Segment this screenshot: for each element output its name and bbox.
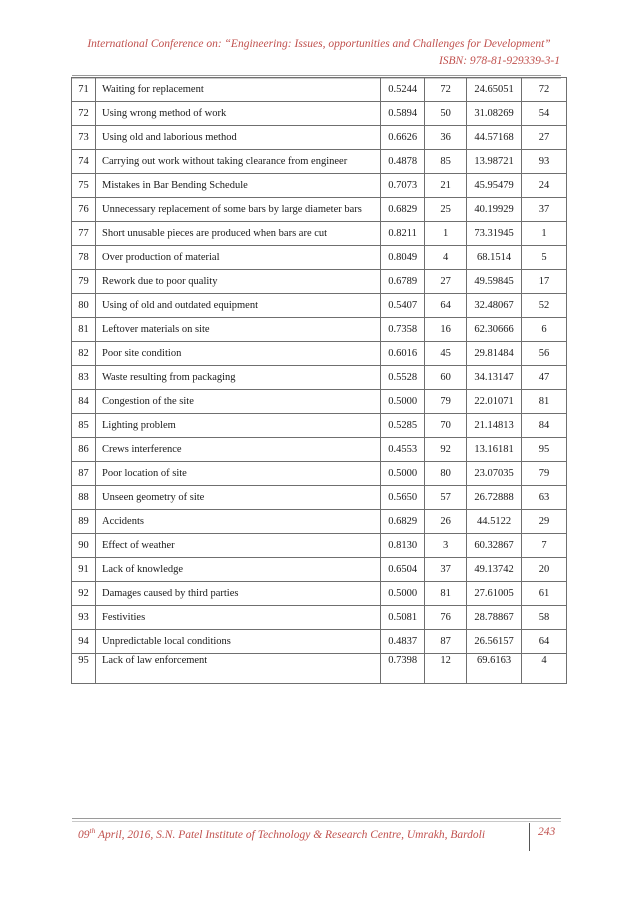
table-row <box>72 582 567 606</box>
rii-rank-cell: 85 <box>425 150 467 174</box>
percentage-cell: 69.6163 <box>467 654 522 684</box>
final-rank-cell: 79 <box>522 462 567 486</box>
serial-number-cell: 79 <box>72 270 96 294</box>
final-rank-cell: 6 <box>522 318 567 342</box>
conference-title: International Conference on: “Engineering: Issues, opportunities and Challenges for Development” <box>87 38 551 50</box>
table-row <box>72 294 567 318</box>
relative-importance-index-cell: 0.6829 <box>381 510 425 534</box>
percentage-cell: 73.31945 <box>467 222 522 246</box>
table-row <box>72 126 567 150</box>
rii-rank-cell: 27 <box>425 270 467 294</box>
percentage-cell: 49.13742 <box>467 558 522 582</box>
final-rank-cell: 63 <box>522 486 567 510</box>
relative-importance-index-cell: 0.7073 <box>381 174 425 198</box>
serial-number-cell: 77 <box>72 222 96 246</box>
serial-number-cell: 76 <box>72 198 96 222</box>
relative-importance-index-cell: 0.6829 <box>381 198 425 222</box>
final-rank-cell: 29 <box>522 510 567 534</box>
factor-description-cell: Over production of material <box>95 246 380 270</box>
table-row <box>72 438 567 462</box>
waste-factors-table <box>71 77 567 684</box>
table-row <box>72 534 567 558</box>
final-rank-cell: 72 <box>522 78 567 102</box>
rii-rank-cell: 3 <box>425 534 467 558</box>
relative-importance-index-cell: 0.8130 <box>381 534 425 558</box>
page-number: 243 <box>538 826 556 838</box>
factor-description-cell: Leftover materials on site <box>95 318 380 342</box>
serial-number-cell: 87 <box>72 462 96 486</box>
serial-number-cell: 88 <box>72 486 96 510</box>
final-rank-cell: 93 <box>522 150 567 174</box>
rii-rank-cell: 60 <box>425 366 467 390</box>
percentage-cell: 24.65051 <box>467 78 522 102</box>
table-row <box>72 366 567 390</box>
relative-importance-index-cell: 0.5528 <box>381 366 425 390</box>
footer-rule <box>72 818 561 819</box>
factor-description-cell: Crews interference <box>95 438 380 462</box>
percentage-cell: 34.13147 <box>467 366 522 390</box>
isbn: ISBN: 978-81-929339-3-1 <box>438 55 560 67</box>
percentage-cell: 27.61005 <box>467 582 522 606</box>
final-rank-cell: 17 <box>522 270 567 294</box>
footer-rule-thin <box>72 821 561 822</box>
table-row <box>72 222 567 246</box>
rii-rank-cell: 64 <box>425 294 467 318</box>
table-row <box>72 654 567 684</box>
table-row <box>72 318 567 342</box>
serial-number-cell: 89 <box>72 510 96 534</box>
serial-number-cell: 74 <box>72 150 96 174</box>
rii-rank-cell: 72 <box>425 78 467 102</box>
footer-venue: April, 2016, S.N. Patel Institute of Technology & Research Centre, Umrakh, Bardoli <box>95 828 486 841</box>
relative-importance-index-cell: 0.4553 <box>381 438 425 462</box>
rii-rank-cell: 1 <box>425 222 467 246</box>
percentage-cell: 13.98721 <box>467 150 522 174</box>
serial-number-cell: 86 <box>72 438 96 462</box>
percentage-cell: 29.81484 <box>467 342 522 366</box>
final-rank-cell: 56 <box>522 342 567 366</box>
rii-rank-cell: 81 <box>425 582 467 606</box>
factor-description-cell: Damages caused by third parties <box>95 582 380 606</box>
factor-description-cell: Effect of weather <box>95 534 380 558</box>
table-row <box>72 510 567 534</box>
factor-description-cell: Short unusable pieces are produced when bars are cut <box>95 222 380 246</box>
rii-rank-cell: 37 <box>425 558 467 582</box>
serial-number-cell: 82 <box>72 342 96 366</box>
serial-number-cell: 90 <box>72 534 96 558</box>
factor-description-cell: Using of old and outdated equipment <box>95 294 380 318</box>
final-rank-cell: 27 <box>522 126 567 150</box>
percentage-cell: 44.57168 <box>467 126 522 150</box>
factor-description-cell: Unnecessary replacement of some bars by large diameter bars <box>95 198 380 222</box>
factor-description-cell: Congestion of the site <box>95 390 380 414</box>
serial-number-cell: 93 <box>72 606 96 630</box>
rii-rank-cell: 87 <box>425 630 467 654</box>
final-rank-cell: 7 <box>522 534 567 558</box>
relative-importance-index-cell: 0.8049 <box>381 246 425 270</box>
table-row <box>72 630 567 654</box>
final-rank-cell: 20 <box>522 558 567 582</box>
relative-importance-index-cell: 0.4837 <box>381 630 425 654</box>
table-row <box>72 198 567 222</box>
serial-number-cell: 85 <box>72 414 96 438</box>
factor-description-cell: Mistakes in Bar Bending Schedule <box>95 174 380 198</box>
rii-rank-cell: 57 <box>425 486 467 510</box>
factor-description-cell: Using old and laborious method <box>95 126 380 150</box>
table-row <box>72 342 567 366</box>
rii-rank-cell: 80 <box>425 462 467 486</box>
table-row <box>72 558 567 582</box>
page-number-divider <box>529 823 530 851</box>
final-rank-cell: 5 <box>522 246 567 270</box>
table-row <box>72 414 567 438</box>
percentage-cell: 31.08269 <box>467 102 522 126</box>
percentage-cell: 28.78867 <box>467 606 522 630</box>
percentage-cell: 62.30666 <box>467 318 522 342</box>
final-rank-cell: 58 <box>522 606 567 630</box>
percentage-cell: 13.16181 <box>467 438 522 462</box>
serial-number-cell: 84 <box>72 390 96 414</box>
factor-description-cell: Waiting for replacement <box>95 78 380 102</box>
rii-rank-cell: 21 <box>425 174 467 198</box>
final-rank-cell: 61 <box>522 582 567 606</box>
final-rank-cell: 37 <box>522 198 567 222</box>
relative-importance-index-cell: 0.5894 <box>381 102 425 126</box>
relative-importance-index-cell: 0.5000 <box>381 390 425 414</box>
factor-description-cell: Rework due to poor quality <box>95 270 380 294</box>
final-rank-cell: 81 <box>522 390 567 414</box>
final-rank-cell: 4 <box>522 654 567 684</box>
percentage-cell: 21.14813 <box>467 414 522 438</box>
rii-rank-cell: 45 <box>425 342 467 366</box>
rii-rank-cell: 4 <box>425 246 467 270</box>
factor-description-cell: Poor location of site <box>95 462 380 486</box>
table-row <box>72 174 567 198</box>
serial-number-cell: 80 <box>72 294 96 318</box>
percentage-cell: 45.95479 <box>467 174 522 198</box>
serial-number-cell: 71 <box>72 78 96 102</box>
serial-number-cell: 83 <box>72 366 96 390</box>
factor-description-cell: Lighting problem <box>95 414 380 438</box>
rii-rank-cell: 16 <box>425 318 467 342</box>
final-rank-cell: 64 <box>522 630 567 654</box>
rii-rank-cell: 92 <box>425 438 467 462</box>
factor-description-cell: Using wrong method of work <box>95 102 380 126</box>
factor-description-cell: Poor site condition <box>95 342 380 366</box>
percentage-cell: 32.48067 <box>467 294 522 318</box>
rii-rank-cell: 12 <box>425 654 467 684</box>
rii-rank-cell: 76 <box>425 606 467 630</box>
relative-importance-index-cell: 0.5407 <box>381 294 425 318</box>
table-row <box>72 78 567 102</box>
factor-description-cell: Waste resulting from packaging <box>95 366 380 390</box>
table-row <box>72 150 567 174</box>
rii-rank-cell: 50 <box>425 102 467 126</box>
serial-number-cell: 95 <box>72 654 96 684</box>
serial-number-cell: 78 <box>72 246 96 270</box>
percentage-cell: 22.01071 <box>467 390 522 414</box>
factor-description-cell: Unpredictable local conditions <box>95 630 380 654</box>
factor-description-cell: Unseen geometry of site <box>95 486 380 510</box>
percentage-cell: 60.32867 <box>467 534 522 558</box>
relative-importance-index-cell: 0.6016 <box>381 342 425 366</box>
relative-importance-index-cell: 0.7398 <box>381 654 425 684</box>
serial-number-cell: 73 <box>72 126 96 150</box>
factor-description-cell: Festivities <box>95 606 380 630</box>
table-row <box>72 102 567 126</box>
table-row <box>72 390 567 414</box>
table-row <box>72 246 567 270</box>
serial-number-cell: 92 <box>72 582 96 606</box>
footer-day: 09 <box>78 828 90 841</box>
table-row <box>72 270 567 294</box>
percentage-cell: 68.1514 <box>467 246 522 270</box>
header-rule <box>72 75 561 76</box>
relative-importance-index-cell: 0.5244 <box>381 78 425 102</box>
serial-number-cell: 75 <box>72 174 96 198</box>
relative-importance-index-cell: 0.6789 <box>381 270 425 294</box>
rii-rank-cell: 26 <box>425 510 467 534</box>
final-rank-cell: 54 <box>522 102 567 126</box>
factor-description-cell: Accidents <box>95 510 380 534</box>
percentage-cell: 49.59845 <box>467 270 522 294</box>
final-rank-cell: 47 <box>522 366 567 390</box>
relative-importance-index-cell: 0.5000 <box>381 462 425 486</box>
relative-importance-index-cell: 0.7358 <box>381 318 425 342</box>
footer-text <box>78 826 485 841</box>
relative-importance-index-cell: 0.5650 <box>381 486 425 510</box>
rii-rank-cell: 36 <box>425 126 467 150</box>
rii-rank-cell: 70 <box>425 414 467 438</box>
relative-importance-index-cell: 0.5081 <box>381 606 425 630</box>
relative-importance-index-cell: 0.6626 <box>381 126 425 150</box>
table-row <box>72 462 567 486</box>
relative-importance-index-cell: 0.5285 <box>381 414 425 438</box>
table-row <box>72 606 567 630</box>
factor-description-cell: Lack of knowledge <box>95 558 380 582</box>
percentage-cell: 23.07035 <box>467 462 522 486</box>
factor-description-cell: Carrying out work without taking clearance from engineer <box>95 150 380 174</box>
serial-number-cell: 81 <box>72 318 96 342</box>
percentage-cell: 26.56157 <box>467 630 522 654</box>
final-rank-cell: 24 <box>522 174 567 198</box>
final-rank-cell: 84 <box>522 414 567 438</box>
percentage-cell: 40.19929 <box>467 198 522 222</box>
rii-rank-cell: 79 <box>425 390 467 414</box>
footer-day-suffix: th <box>89 826 96 835</box>
factor-description-cell: Lack of law enforcement <box>95 654 380 684</box>
relative-importance-index-cell: 0.6504 <box>381 558 425 582</box>
table-row <box>72 486 567 510</box>
rii-rank-cell: 25 <box>425 198 467 222</box>
final-rank-cell: 95 <box>522 438 567 462</box>
final-rank-cell: 52 <box>522 294 567 318</box>
serial-number-cell: 91 <box>72 558 96 582</box>
final-rank-cell: 1 <box>522 222 567 246</box>
relative-importance-index-cell: 0.4878 <box>381 150 425 174</box>
serial-number-cell: 72 <box>72 102 96 126</box>
percentage-cell: 44.5122 <box>467 510 522 534</box>
relative-importance-index-cell: 0.8211 <box>381 222 425 246</box>
serial-number-cell: 94 <box>72 630 96 654</box>
percentage-cell: 26.72888 <box>467 486 522 510</box>
relative-importance-index-cell: 0.5000 <box>381 582 425 606</box>
